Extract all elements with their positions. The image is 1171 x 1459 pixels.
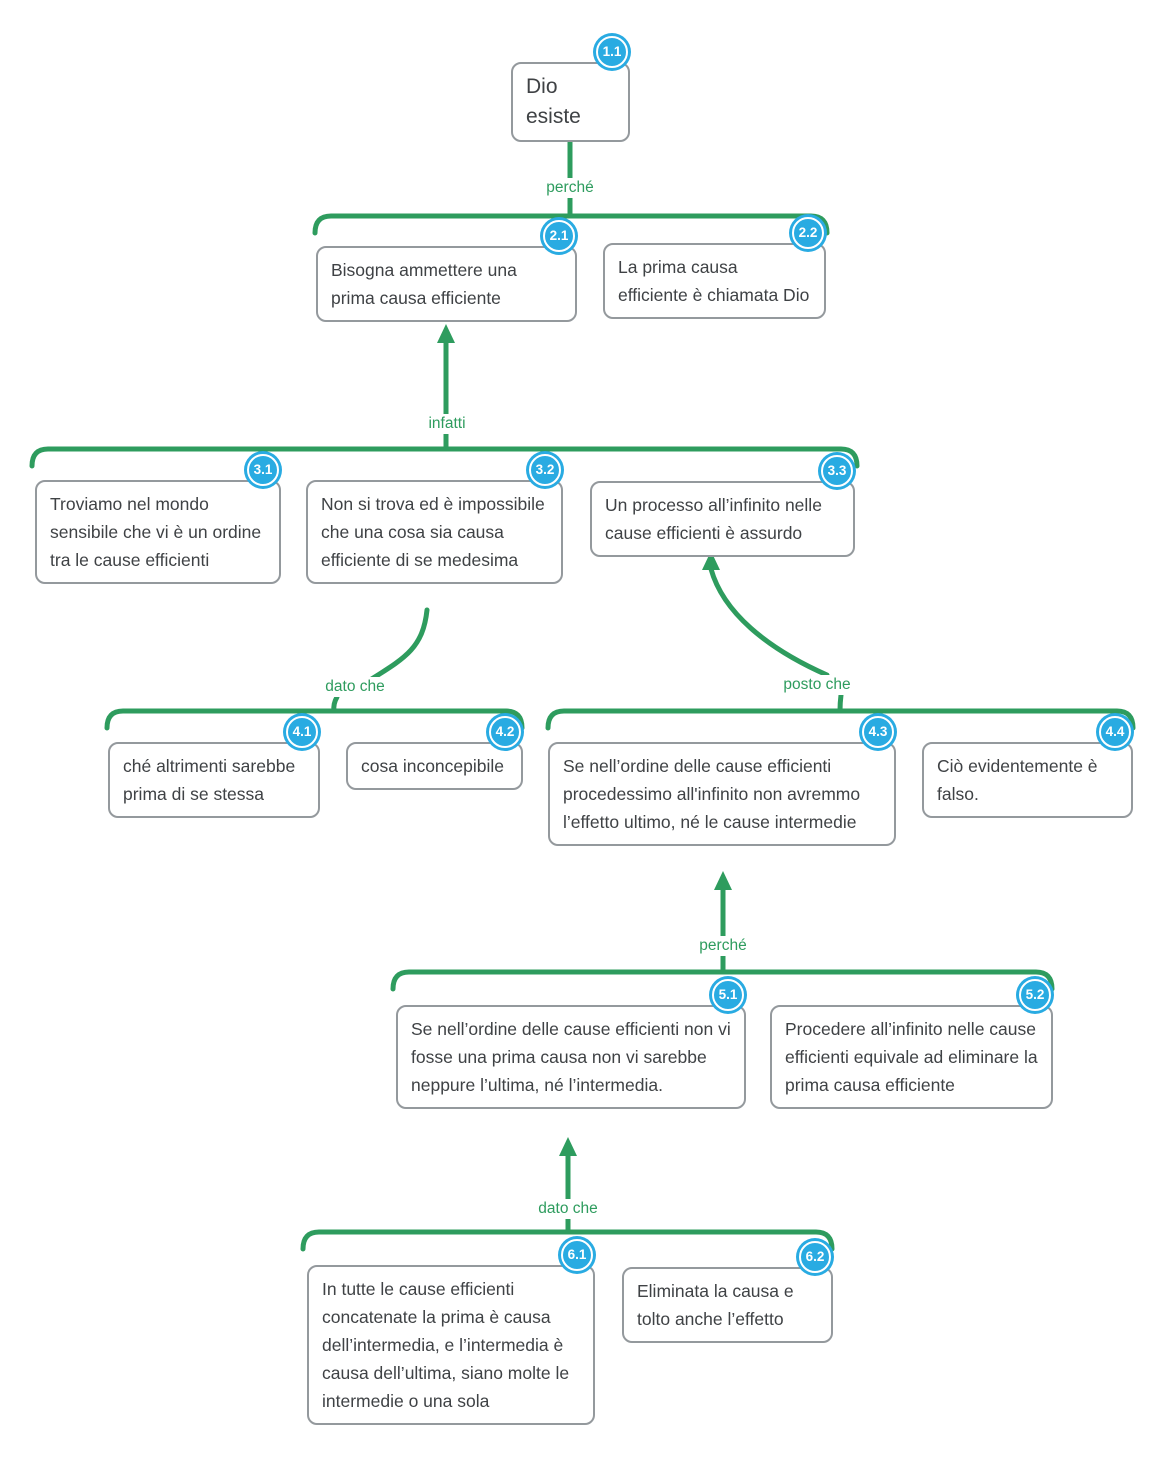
node-text-5-2: Procedere all’infinito nelle cause efficienti equivale ad eliminare la prima causa efficiente xyxy=(785,1019,1038,1095)
node-4-1[interactable] xyxy=(108,724,320,818)
node-badge-1-1[interactable]: 1.1 xyxy=(596,36,628,68)
bracket-row-3 xyxy=(32,449,857,466)
node-text-6-2: Eliminata la causa e tolto anche l’effetto xyxy=(637,1281,794,1329)
node-text-4-1: ché altrimenti sarebbe prima di se stessa xyxy=(123,756,296,804)
node-badge-3-3[interactable]: 3.3 xyxy=(821,455,853,487)
node-5-2[interactable] xyxy=(770,987,1053,1109)
edge-label-dato-che-bottom: dato che xyxy=(534,1199,601,1219)
node-text-2-1: Bisogna ammettere una prima causa efficiente xyxy=(331,260,517,308)
edge-label-infatti: infatti xyxy=(424,414,469,434)
edge-curve-to-3-3-lower xyxy=(840,695,841,711)
node-badge-3-1[interactable]: 3.1 xyxy=(247,454,279,486)
node-badge-3-2[interactable]: 3.2 xyxy=(529,454,561,486)
edge-label-perche-mid: perché xyxy=(695,936,750,956)
arrowhead-to-2-1 xyxy=(437,324,455,343)
node-text-2-2: La prima causa efficiente è chiamata Dio xyxy=(618,257,810,305)
edge-label-posto-che: posto che xyxy=(779,675,854,695)
node-2-2[interactable] xyxy=(603,225,826,319)
node-text-3-3: Un processo all’infinito nelle cause efficienti è assurdo xyxy=(605,495,822,543)
node-6-2[interactable] xyxy=(622,1249,833,1343)
node-text-4-4: Ciò evidentemente è falso. xyxy=(937,756,1098,804)
node-text-1-1: Dio esiste xyxy=(526,75,581,128)
node-text-5-1: Se nell’ordine delle cause efficienti non vi fosse una prima causa non vi sarebbe neppure l’ultima, né l’intermedia. xyxy=(411,1019,731,1095)
node-3-3[interactable] xyxy=(590,463,855,557)
node-badge-5-1[interactable]: 5.1 xyxy=(712,979,744,1011)
node-badge-6-1[interactable]: 6.1 xyxy=(561,1239,593,1271)
node-5-1[interactable] xyxy=(396,987,746,1109)
node-text-3-1: Troviamo nel mondo sensibile che vi è un ordine tra le cause efficienti xyxy=(50,494,262,570)
arrowhead-to-4-3 xyxy=(714,871,732,890)
node-badge-4-1[interactable]: 4.1 xyxy=(286,716,318,748)
node-badge-2-1[interactable]: 2.1 xyxy=(543,220,575,252)
node-text-4-3: Se nell’ordine delle cause efficienti procedessimo all'infinito non avremmo l’effetto ultimo, né le cause intermedie xyxy=(563,756,861,832)
edge-curve-to-3-2 xyxy=(370,610,427,680)
node-badge-2-2[interactable]: 2.2 xyxy=(792,217,824,249)
node-4-3[interactable] xyxy=(548,724,896,846)
node-text-6-1: In tutte le cause efficienti concatenate la prima è causa dell’intermedia, e l’intermedia è causa dell’ultima, siano molte le intermedie o una sola xyxy=(322,1279,570,1411)
bracket-row-4-right xyxy=(548,711,1133,728)
node-3-2[interactable] xyxy=(306,462,563,584)
edge-label-dato-che-left: dato che xyxy=(321,677,388,697)
edge-curve-to-3-3 xyxy=(711,569,827,675)
arrowhead-to-5-1 xyxy=(559,1137,577,1156)
node-4-2[interactable] xyxy=(346,724,523,790)
node-text-3-2: Non si trova ed è impossibile che una cosa sia causa efficiente di se medesima xyxy=(321,494,545,570)
node-badge-6-2[interactable]: 6.2 xyxy=(799,1241,831,1273)
node-1-1[interactable] xyxy=(511,44,630,142)
node-4-4[interactable] xyxy=(922,724,1133,818)
edge-label-perche-top: perché xyxy=(542,178,597,198)
node-badge-4-4[interactable]: 4.4 xyxy=(1099,716,1131,748)
node-6-1[interactable] xyxy=(307,1247,595,1425)
node-2-1[interactable] xyxy=(316,228,577,322)
node-badge-4-2[interactable]: 4.2 xyxy=(489,716,521,748)
node-badge-5-2[interactable]: 5.2 xyxy=(1019,979,1051,1011)
node-badge-4-3[interactable]: 4.3 xyxy=(862,716,894,748)
node-text-4-2: cosa inconcepibile xyxy=(361,756,505,776)
node-3-1[interactable] xyxy=(35,462,281,584)
